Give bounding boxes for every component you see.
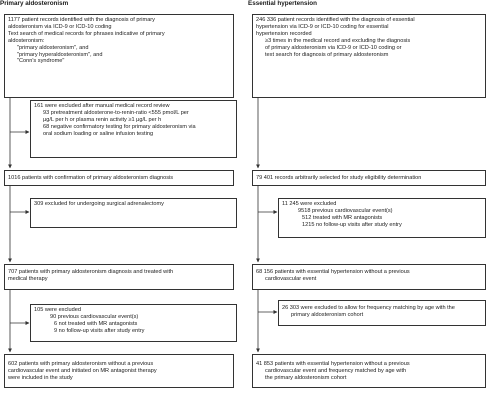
pa-adrenalectomy-exclusion-box: 309 excluded for undergoing surgical adrenalectomy — [30, 198, 237, 228]
eh-frequency-matching-exclusion-box: 26 303 were excluded to allow for frequency matching by age with the primary aldosteronism cohort — [278, 300, 486, 326]
header-essential-hypertension: Essential hypertension — [248, 0, 317, 7]
pa-confirmed-box: 1016 patients with confirmation of primary aldosteronism diagnosis — [4, 170, 234, 186]
eh-final-cohort-box: 41 853 patients with essential hypertension without a previous cardiovascular event and frequency matched by age with the primary aldosteronism cohort — [252, 354, 486, 388]
header-primary-aldosteronism: Primary aldosteronism — [0, 0, 69, 7]
eh-first-exclusion-box: 11 245 were excluded 9518 previous cardiovascular event(s) 512 treated with MR antagonists 1215 no follow-up visits after study entry — [278, 198, 486, 238]
pa-final-cohort-box: 602 patients with primary aldosteronism without a previous cardiovascular event and initiated on MR antagonist therapy were included in the study — [4, 354, 234, 388]
eh-no-cv-event-box: 68 156 patients with essential hypertension without a previous cardiovascular event — [252, 264, 486, 290]
pa-records-identified-box: 1177 patient records identified with the diagnosis of primary aldosteronism via ICD-9 or ICD-10 coding Text search of medical records for phrases indicative of primary aldosteronism: "primary aldosteronism", and "primary hyperaldosteronism", and "Conn's syndrome" — [4, 14, 234, 98]
pa-medical-therapy-box: 707 patients with primary aldosteronism diagnosis and treated with medical therapy — [4, 264, 234, 290]
pa-manual-review-exclusion-box: 161 were excluded after manual medical record review 93 pretreatment aldosterone-to-renin-ratio <555 pmol/L per µg/L per h or plasma renin activity ≥1 µg/L per h 68 negative confirmatory testing for primary aldosteronism via oral sodium loading or saline infusion testing — [30, 100, 237, 158]
eh-records-identified-box: 246 336 patient records identified with the diagnosis of essential hypertension via ICD-9 or ICD-10 coding for essential hypertension recorded ≥3 times in the medical record and excluding the diagnosis of primary aldosteronism via ICD-9 or ICD-10 coding or text search for diagnosis of primary aldosteronism — [252, 14, 486, 98]
pa-second-exclusion-box: 105 were excluded 90 previous cardiovascular event(s) 6 not treated with MR antagonists 9 no follow-up visits after study entry — [30, 304, 237, 342]
eh-selected-records-box: 79 401 records arbitrarily selected for study eligibility determination — [252, 170, 486, 186]
